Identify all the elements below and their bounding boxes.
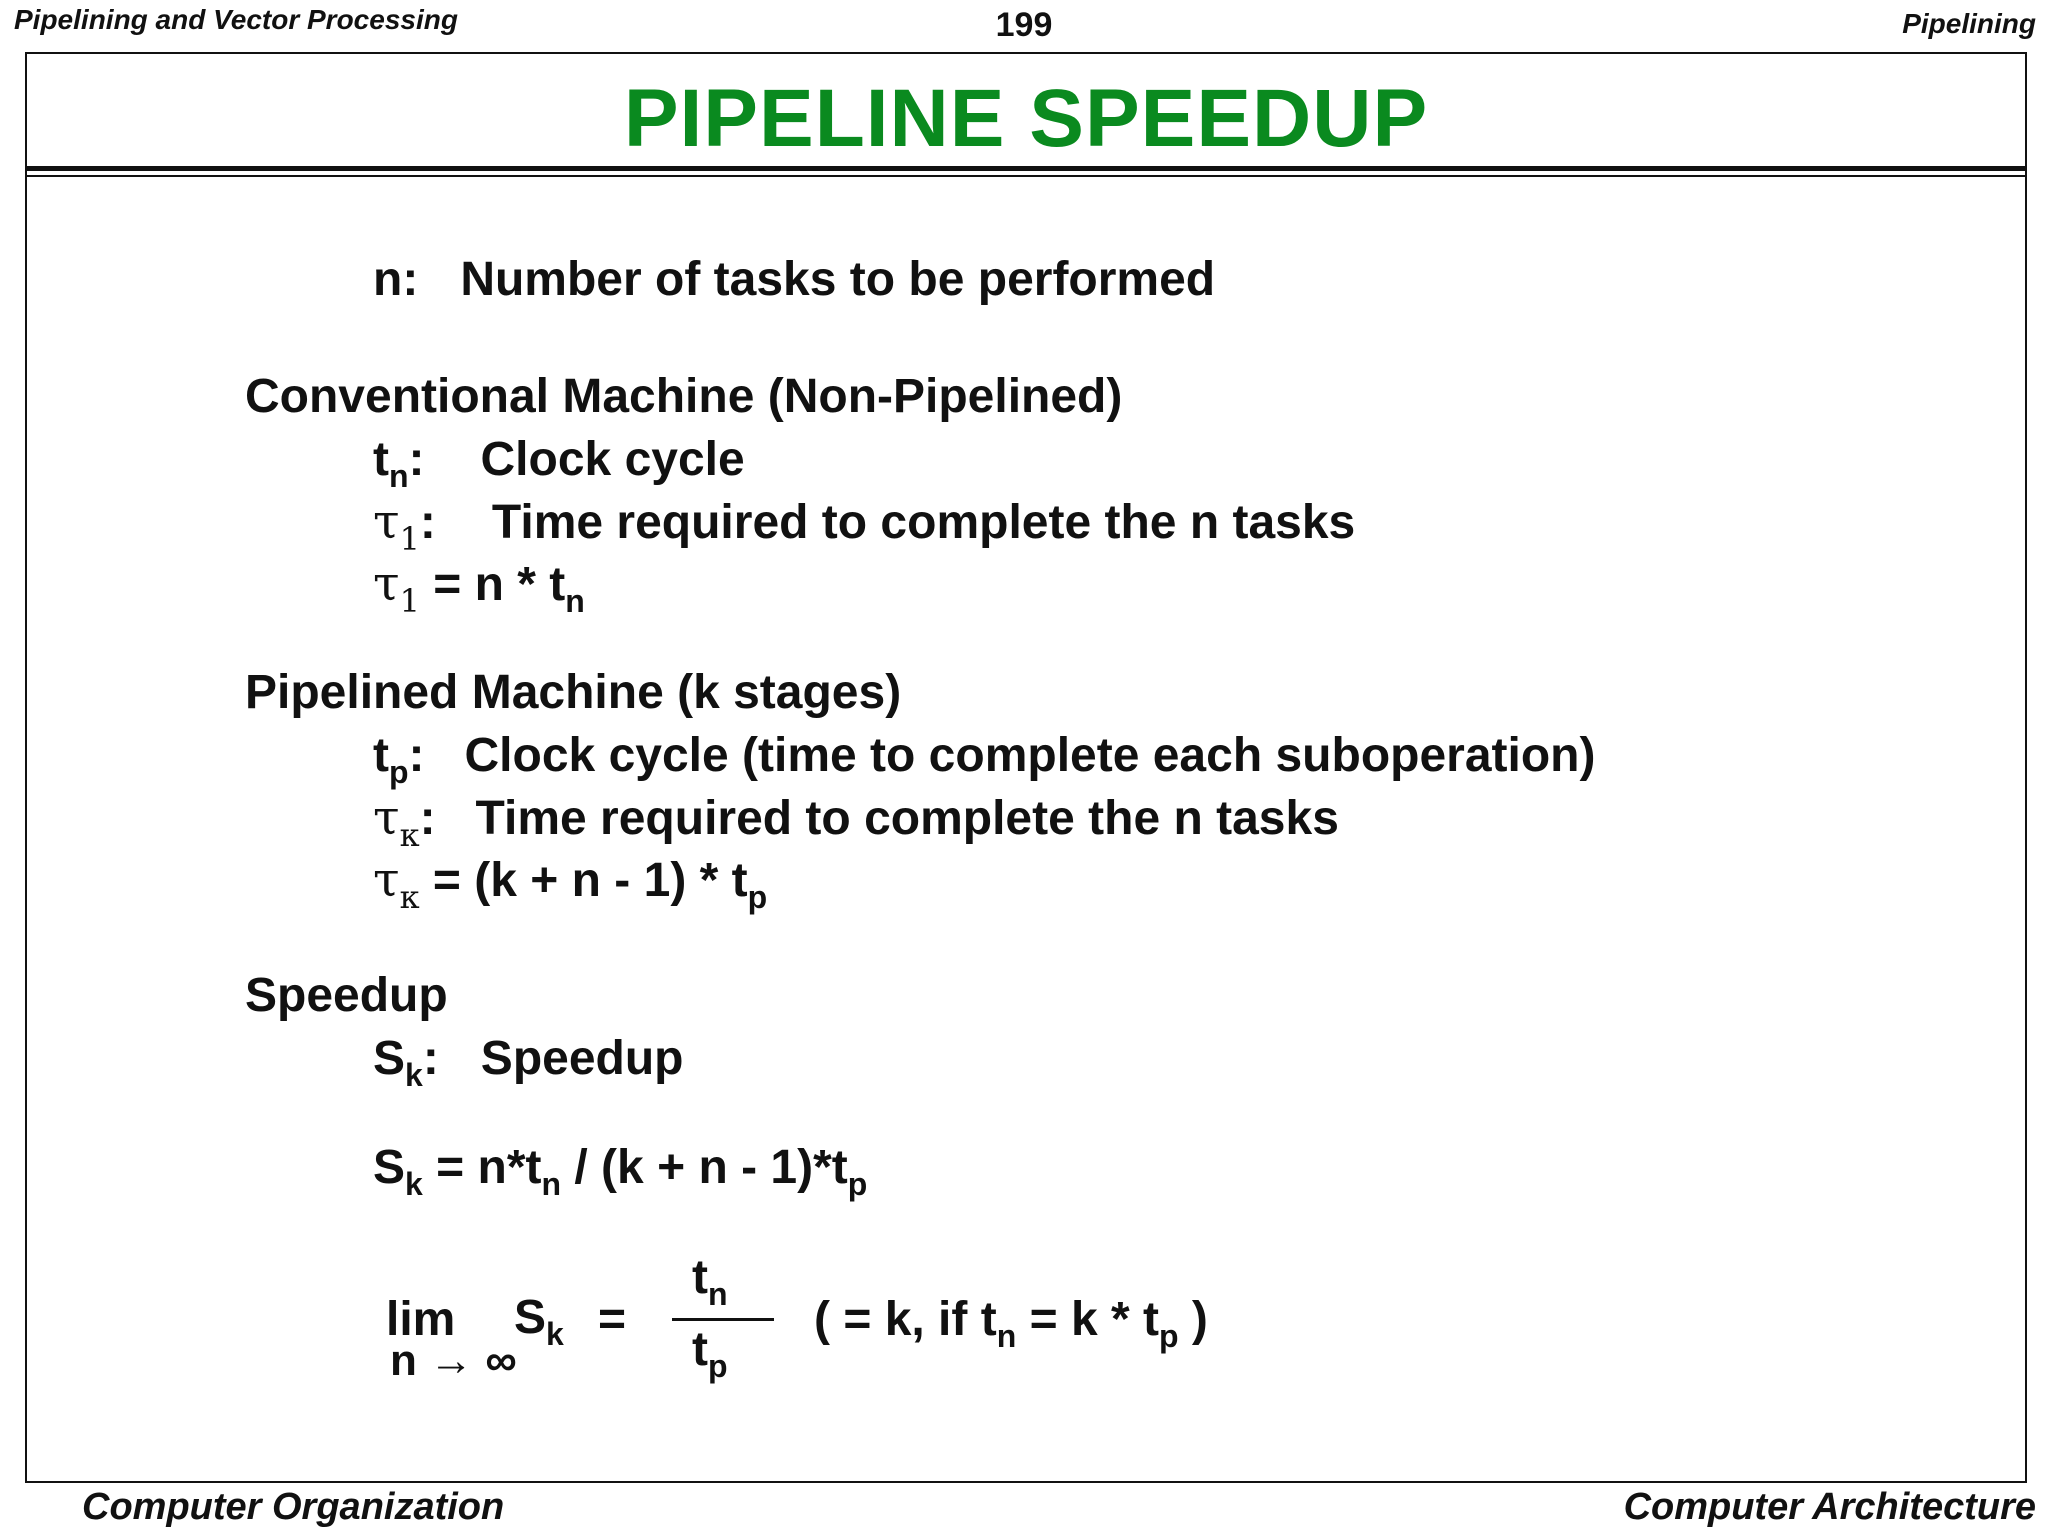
- tauk-definition: Time required to complete the n tasks: [475, 792, 1339, 845]
- limit-condition-middle: = k * t: [1016, 1293, 1159, 1346]
- sk-colon: :: [422, 1032, 439, 1085]
- limit-subscript: [390, 1336, 517, 1386]
- tn-colon: :: [408, 433, 425, 486]
- sk-formula-denominator: / (k + n - 1)*t: [561, 1141, 848, 1194]
- tau1-subscript: 1: [399, 520, 420, 558]
- fraction-bar: [672, 1318, 774, 1321]
- title-rule-thick: [25, 166, 2027, 171]
- tp-subscript: p: [388, 754, 409, 790]
- slide-title: PIPELINE SPEEDUP: [623, 73, 1429, 164]
- footer-left-text: Computer Organization: [82, 1486, 505, 1528]
- sk-formula-tn-subscript: n: [541, 1166, 562, 1202]
- n-symbol: n:: [373, 253, 419, 306]
- footer-right-text: Computer Architecture: [1623, 1486, 2036, 1528]
- limit-condition-tn-subscript: n: [996, 1318, 1017, 1354]
- tn-symbol: t: [373, 433, 389, 486]
- limit-condition: [814, 1292, 1208, 1354]
- limit-equals: =: [598, 1293, 627, 1346]
- tauk-formula-subscript: κ: [399, 878, 420, 916]
- tauk-colon: :: [419, 792, 436, 845]
- limit-sk-symbol: S: [514, 1291, 547, 1344]
- limit-sk-subscript: k: [546, 1316, 564, 1352]
- page-number: 199: [995, 6, 1053, 44]
- pipelined-formula: [373, 852, 768, 916]
- tauk-formula-body: = (k + n - 1) * t: [419, 854, 748, 907]
- header-right-text: Pipelining: [1902, 8, 2036, 39]
- header-left-text: Pipelining and Vector Processing: [14, 4, 458, 35]
- fraction-numerator-subscript: n: [707, 1276, 728, 1312]
- limit-condition-end: ): [1178, 1293, 1208, 1346]
- fraction-numerator-t: t: [692, 1251, 708, 1304]
- fraction-denominator: [692, 1322, 728, 1384]
- conventional-time-line: [373, 494, 1356, 558]
- sk-definition-text: Speedup: [480, 1032, 684, 1085]
- speedup-definition: [373, 1031, 684, 1093]
- fraction-numerator: [692, 1250, 728, 1312]
- pipelined-clock-line: [373, 728, 1596, 790]
- tau1-formula-tn-subscript: n: [565, 583, 585, 619]
- tau1-symbol: τ: [373, 494, 400, 550]
- tn-subscript: n: [388, 458, 409, 494]
- tp-colon: :: [408, 729, 425, 782]
- fraction-denominator-t: t: [692, 1323, 708, 1376]
- pipelined-time-line: [373, 790, 1339, 854]
- limit-lim: lim: [386, 1293, 456, 1346]
- tauk-symbol: τ: [373, 790, 400, 846]
- n-definition-text: Number of tasks to be performed: [460, 253, 1216, 306]
- sk-subscript: k: [405, 1057, 423, 1093]
- speedup-heading: Speedup: [245, 969, 448, 1022]
- fraction-denominator-subscript: p: [707, 1348, 728, 1384]
- sk-formula-symbol: S: [373, 1141, 406, 1194]
- speedup-formula: [373, 1140, 868, 1202]
- tau1-formula-body: = n * t: [419, 558, 566, 611]
- tauk-subscript: κ: [399, 816, 420, 854]
- title-rule-thin: [25, 175, 2027, 177]
- conventional-clock-line: [373, 432, 745, 494]
- sk-formula-numerator: = n*t: [422, 1141, 542, 1194]
- conventional-formula: [373, 556, 585, 620]
- limit-condition-start: ( = k, if t: [814, 1293, 997, 1346]
- sk-formula-subscript: k: [405, 1166, 423, 1202]
- tau1-formula-subscript: 1: [399, 582, 420, 620]
- tau1-colon: :: [419, 496, 436, 549]
- n-definition: [373, 252, 1215, 307]
- limit-sk: [514, 1290, 564, 1352]
- pipelined-heading: Pipelined Machine (k stages): [245, 666, 902, 719]
- sk-symbol: S: [373, 1032, 406, 1085]
- tauk-formula-symbol: τ: [373, 852, 400, 908]
- tn-definition: Clock cycle: [480, 433, 745, 486]
- tau1-definition: Time required to complete the n tasks: [491, 496, 1356, 549]
- tp-symbol: t: [373, 729, 389, 782]
- tauk-formula-tp-subscript: p: [747, 879, 768, 915]
- tau1-formula-symbol: τ: [373, 556, 400, 612]
- limit-condition-tp-subscript: p: [1158, 1318, 1179, 1354]
- limit-n-to-infinity: n → ∞: [390, 1336, 517, 1385]
- conventional-heading: Conventional Machine (Non-Pipelined): [245, 370, 1123, 423]
- tp-definition: Clock cycle (time to complete each suboperation): [464, 729, 1596, 782]
- sk-formula-tp-subscript: p: [847, 1166, 868, 1202]
